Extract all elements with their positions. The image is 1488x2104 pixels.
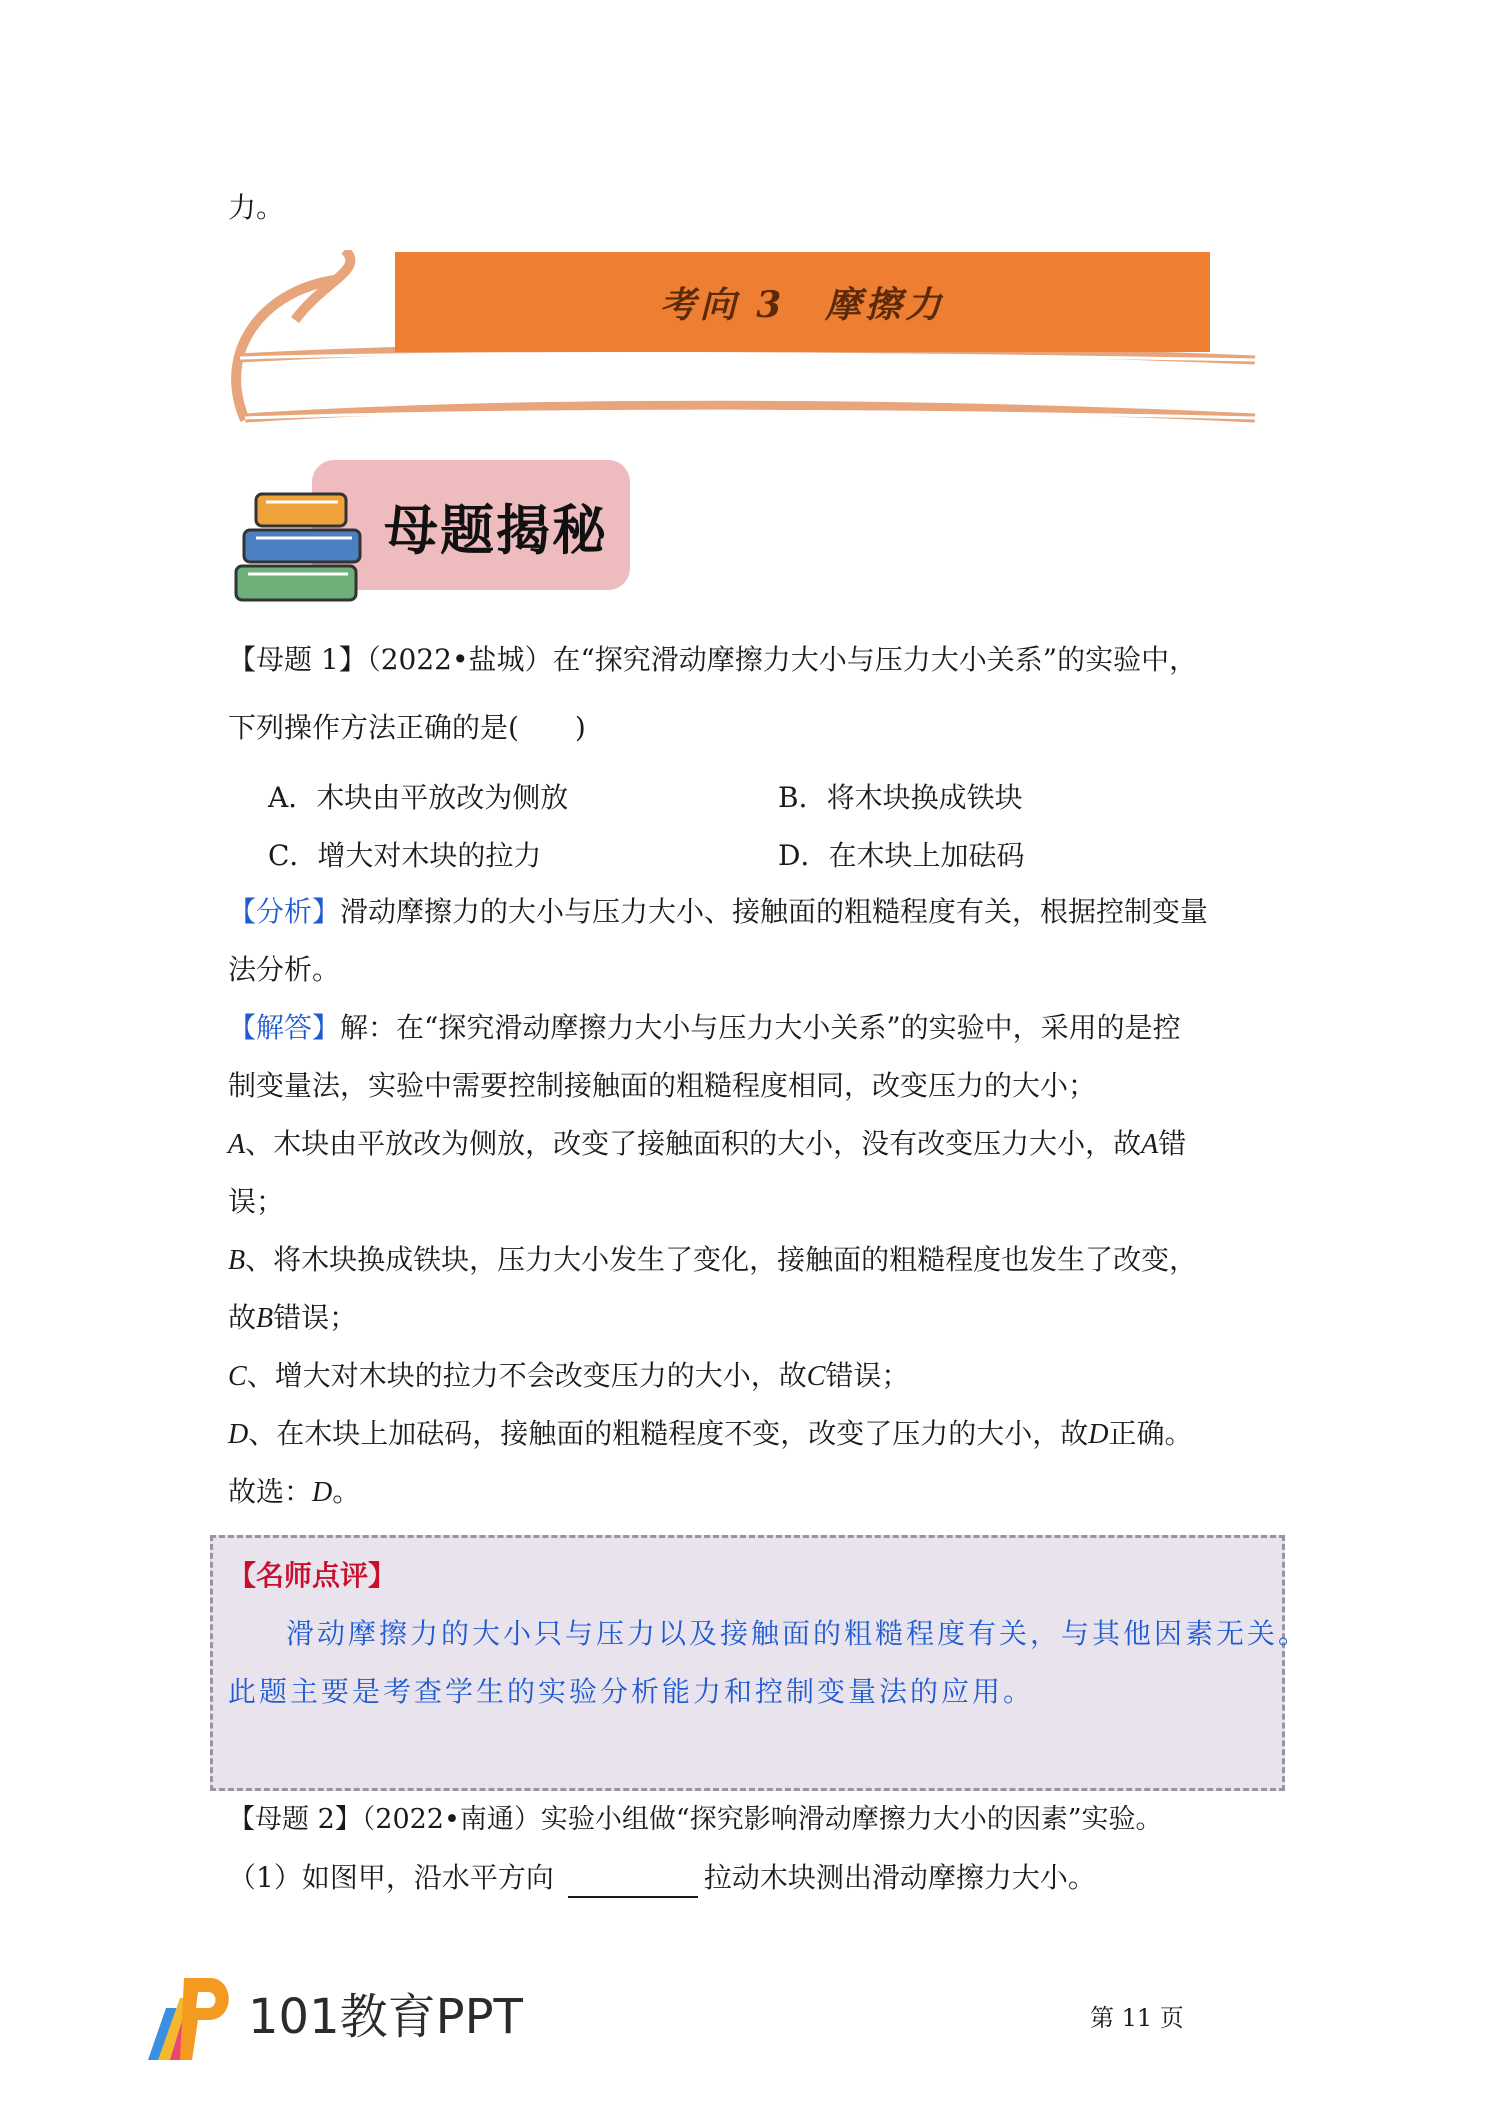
answer-tag: 【解答】 [228, 1011, 341, 1044]
answer-d-line: D、在木块上加砝码，接触面的粗糙程度不变，改变了压力的大小，故D正确。 [228, 1417, 1193, 1450]
analysis-line-2: 法分析。 [228, 953, 341, 986]
question-1-tag: 【母题 1】 [228, 643, 367, 676]
answer-c-line: C、增大对木块的拉力不会改变压力的大小，故C错误； [228, 1359, 910, 1392]
question-1-line-1: 【母题 1】（2022•盐城）在“探究滑动摩擦力大小与压力大小关系”的实验中， [228, 643, 1198, 676]
teacher-comment-line-1: 滑动摩擦力的大小只与压力以及接触面的粗糙程度有关，与其他因素无关。 [286, 1617, 1310, 1650]
question-2-line-1: 【母题 2】（2022•南通）实验小组做“探究影响滑动摩擦力大小的因素”实验。 [228, 1804, 1163, 1835]
brand-logo-icon [140, 1968, 240, 2068]
option-b: B．将木块换成铁块 [778, 781, 1023, 814]
answer-b-line: B、将木块换成铁块，压力大小发生了变化，接触面的粗糙程度也发生了改变， [228, 1243, 1198, 1276]
banner-title: 考向 3 摩擦力 [659, 283, 946, 326]
analysis-line-1: 【分析】滑动摩擦力的大小与压力大小、接触面的粗糙程度有关，根据控制变量 [228, 895, 1209, 928]
analysis-tag: 【分析】 [228, 895, 341, 928]
answer-a-line: A、木块由平放改为侧放，改变了接触面积的大小，没有改变压力大小，故A错 [228, 1127, 1187, 1160]
answer-line-2: 制变量法，实验中需要控制接触面的粗糙程度相同，改变压力的大小； [228, 1069, 1097, 1102]
answer-blank[interactable] [568, 1864, 698, 1898]
question-1-line-2: 下列操作方法正确的是( ) [228, 711, 586, 744]
brand-logo-text: 101教育PPT [248, 1989, 523, 2045]
choose-line: 故选：D。 [228, 1475, 361, 1508]
answer-a-line-2: 误； [228, 1185, 285, 1218]
books-icon [226, 478, 376, 618]
answer-line-1: 【解答】解：在“探究滑动摩擦力大小与压力大小关系”的实验中，采用的是控 [228, 1011, 1181, 1044]
section-banner [395, 252, 1210, 352]
option-c: C．增大对木块的拉力 [268, 839, 542, 872]
badge-title: 母题揭秘 [384, 499, 608, 562]
teacher-comment-title: 【名师点评】 [228, 1559, 397, 1592]
question-2-line-2: （1）如图甲，沿水平方向 拉动木块测出滑动摩擦力大小。 [228, 1858, 1096, 1898]
answer-b-line-2: 故B错误； [228, 1301, 358, 1334]
text-fragment: 力。 [228, 191, 285, 224]
teacher-comment-line-2: 此题主要是考查学生的实验分析能力和控制变量法的应用。 [228, 1675, 1035, 1708]
option-d: D．在木块上加砝码 [778, 839, 1025, 872]
option-a: A．木块由平放改为侧放 [268, 781, 569, 814]
page-number: 第 11 页 [1090, 2004, 1184, 2032]
